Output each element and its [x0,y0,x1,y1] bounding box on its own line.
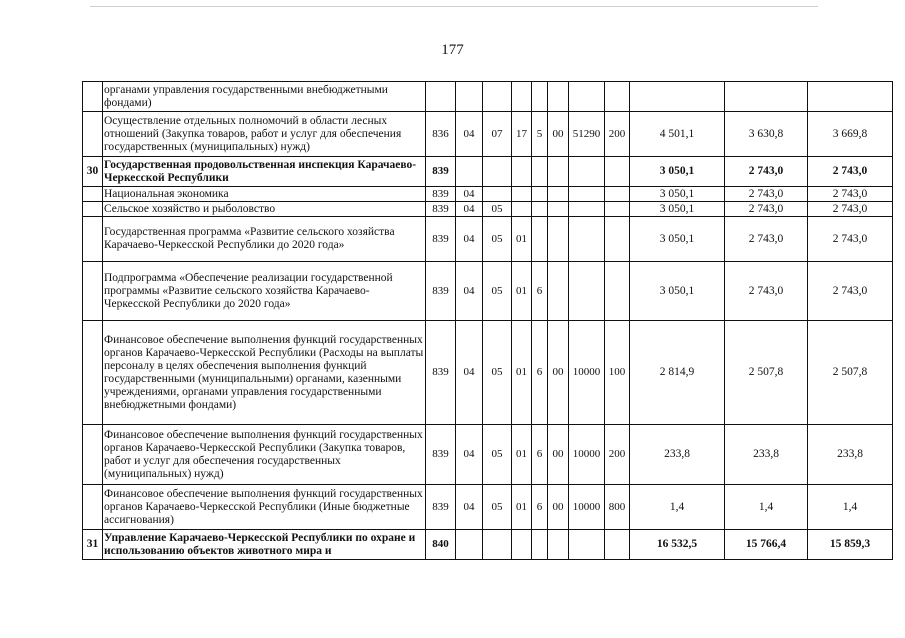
subprogram-code [532,157,548,187]
table-row [83,530,893,560]
subprogram-code [532,187,548,202]
subprogram-code [532,217,548,262]
row-name: органами управления государственными внебюджетными фондами) [103,82,426,112]
ved-code: 839 [426,187,456,202]
sum-year-1: 16 532,5 [630,530,725,560]
sum-year-1: 3 050,1 [630,262,725,321]
row-name: Осуществление отдельных полномочий в области лесных отношений (Закупка товаров, работ и услуг для обеспечения государственных (муниципальных) нужд) [103,112,426,157]
sum-year-1: 3 050,1 [630,217,725,262]
section-code [456,157,483,187]
ved-code [426,82,456,112]
program-code: 01 [512,262,532,321]
section-code: 04 [456,187,483,202]
expense-code [569,157,605,187]
expense-code [569,262,605,321]
budget-table [82,81,893,560]
subsection-code [483,530,512,560]
program-code: 17 [512,112,532,157]
subsection-code: 05 [483,202,512,217]
sum-year-2: 2 743,0 [725,202,808,217]
expense-type-code: 200 [605,112,630,157]
table-row [83,321,893,425]
sum-year-2: 2 743,0 [725,187,808,202]
expense-type-code: 100 [605,321,630,425]
sum-year-2: 2 743,0 [725,262,808,321]
section-code: 04 [456,112,483,157]
expense-type-code [605,262,630,321]
expense-code [569,217,605,262]
sum-year-1: 233,8 [630,425,725,485]
expense-type-code [605,157,630,187]
subsection-code: 05 [483,425,512,485]
program-code [512,187,532,202]
program-code [512,82,532,112]
direction-code [548,187,569,202]
expense-code: 10000 [569,485,605,530]
ved-code: 836 [426,112,456,157]
direction-code: 00 [548,425,569,485]
subprogram-code: 6 [532,485,548,530]
subsection-code [483,157,512,187]
sum-year-2: 233,8 [725,425,808,485]
table-row [83,485,893,530]
sum-year-1: 2 814,9 [630,321,725,425]
row-name: Финансовое обеспечение выполнения функций государственных органов Карачаево-Черкесской Республики (Иные бюджетные ассигнования) [103,485,426,530]
row-name: Управление Карачаево-Черкесской Республики по охране и использованию объектов животного мира и [103,530,426,560]
sum-year-3: 3 669,8 [808,112,893,157]
direction-code [548,157,569,187]
sum-year-3: 15 859,3 [808,530,893,560]
table-row [83,262,893,321]
program-code [512,530,532,560]
ved-code: 840 [426,530,456,560]
ved-code: 839 [426,425,456,485]
row-number [83,262,103,321]
table-row [83,187,893,202]
sum-year-2: 2 507,8 [725,321,808,425]
expense-type-code: 200 [605,425,630,485]
table-row [83,217,893,262]
row-number: 30 [83,157,103,187]
ved-code: 839 [426,262,456,321]
sum-year-2: 2 743,0 [725,217,808,262]
expense-code [569,187,605,202]
direction-code [548,262,569,321]
expense-code: 10000 [569,425,605,485]
section-code: 04 [456,425,483,485]
subsection-code: 05 [483,262,512,321]
sum-year-3: 2 743,0 [808,217,893,262]
expense-type-code [605,217,630,262]
ved-code: 839 [426,485,456,530]
sum-year-3: 2 743,0 [808,187,893,202]
subprogram-code: 6 [532,321,548,425]
sum-year-1 [630,82,725,112]
sum-year-1: 3 050,1 [630,187,725,202]
row-number [83,82,103,112]
subprogram-code [532,82,548,112]
row-number [83,187,103,202]
table-row [83,157,893,187]
section-code: 04 [456,485,483,530]
expense-type-code [605,530,630,560]
program-code: 01 [512,217,532,262]
sum-year-2: 1,4 [725,485,808,530]
program-code: 01 [512,425,532,485]
direction-code [548,202,569,217]
row-name: Сельское хозяйство и рыболовство [103,202,426,217]
sum-year-1: 1,4 [630,485,725,530]
ved-code: 839 [426,202,456,217]
row-number [83,425,103,485]
subsection-code: 05 [483,217,512,262]
row-number [83,217,103,262]
table-row [83,112,893,157]
expense-type-code: 800 [605,485,630,530]
direction-code [548,82,569,112]
section-code [456,530,483,560]
sum-year-3: 2 743,0 [808,157,893,187]
subprogram-code: 6 [532,262,548,321]
section-code: 04 [456,262,483,321]
sum-year-2: 2 743,0 [725,157,808,187]
expense-code [569,530,605,560]
sum-year-2 [725,82,808,112]
page-number: 177 [441,42,464,58]
direction-code: 00 [548,485,569,530]
subsection-code: 07 [483,112,512,157]
subsection-code [483,187,512,202]
sum-year-3 [808,82,893,112]
row-number [83,202,103,217]
row-name: Национальная экономика [103,187,426,202]
subsection-code: 05 [483,485,512,530]
section-code [456,82,483,112]
subprogram-code [532,202,548,217]
subsection-code: 05 [483,321,512,425]
expense-code: 51290 [569,112,605,157]
expense-type-code [605,187,630,202]
sum-year-3: 1,4 [808,485,893,530]
ved-code: 839 [426,321,456,425]
subprogram-code: 5 [532,112,548,157]
direction-code: 00 [548,112,569,157]
sum-year-1: 3 050,1 [630,157,725,187]
program-code [512,202,532,217]
table-row [83,425,893,485]
program-code [512,157,532,187]
direction-code [548,217,569,262]
expense-code [569,202,605,217]
program-code: 01 [512,321,532,425]
ved-code: 839 [426,217,456,262]
subprogram-code [532,530,548,560]
expense-code [569,82,605,112]
row-number [83,485,103,530]
section-code: 04 [456,202,483,217]
table-row [83,202,893,217]
row-name: Государственная программа «Развитие сельского хозяйства Карачаево-Черкесской Республики до 2020 года» [103,217,426,262]
sum-year-1: 4 501,1 [630,112,725,157]
program-code: 01 [512,485,532,530]
direction-code: 00 [548,321,569,425]
row-number [83,321,103,425]
sum-year-1: 3 050,1 [630,202,725,217]
row-name: Государственная продовольственная инспекция Карачаево-Черкесской Республики [103,157,426,187]
subsection-code [483,82,512,112]
row-number [83,112,103,157]
expense-type-code [605,202,630,217]
sum-year-2: 3 630,8 [725,112,808,157]
row-name: Финансовое обеспечение выполнения функций государственных органов Карачаево-Черкесской Республики (Закупка товаров, работ и услуг для обеспечения государственных (муниципальных) нужд) [103,425,426,485]
table-row [83,82,893,112]
sum-year-3: 233,8 [808,425,893,485]
section-code: 04 [456,321,483,425]
expense-type-code [605,82,630,112]
top-rule [90,6,818,7]
sum-year-3: 2 507,8 [808,321,893,425]
section-code: 04 [456,217,483,262]
sum-year-2: 15 766,4 [725,530,808,560]
subprogram-code: 6 [532,425,548,485]
sum-year-3: 2 743,0 [808,262,893,321]
ved-code: 839 [426,157,456,187]
sum-year-3: 2 743,0 [808,202,893,217]
row-name: Подпрограмма «Обеспечение реализации государственной программы «Развитие сельского хозяйства Карачаево-Черкесской Республики до 2020 года» [103,262,426,321]
row-name: Финансовое обеспечение выполнения функций государственных органов Карачаево-Черкесской Республики (Расходы на выплаты персоналу в целях обеспечения выполнения функций государственными (муниципальными) органами, казенными учреждениями, органами управления государственными внебюджетными фондами) [103,321,426,425]
expense-code: 10000 [569,321,605,425]
row-number: 31 [83,530,103,560]
direction-code [548,530,569,560]
